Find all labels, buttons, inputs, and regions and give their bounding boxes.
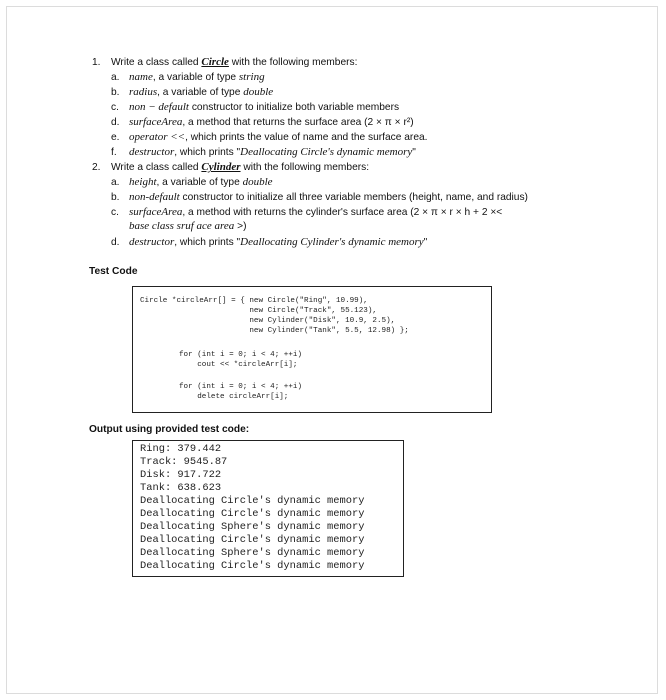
output-line: Deallocating Circle's dynamic memory	[140, 534, 365, 546]
code-line: new Cylinder("Disk", 10.9, 2.5),	[140, 317, 396, 325]
q2-item-d-text: , which prints "	[174, 237, 241, 248]
q2-item-c-term: surfaceArea	[129, 206, 183, 218]
q1-item-c-letter: c.	[111, 102, 119, 113]
q1-item-f-close: "	[412, 147, 416, 158]
q1-item-f-message: Deallocating Circle's dynamic memory	[240, 146, 413, 158]
q2-item-c-close: >)	[234, 221, 247, 232]
q1-item-b-term: radius	[129, 86, 158, 98]
circle-class-name: Circle	[201, 56, 229, 68]
question-1-prefix: Write a class called	[111, 57, 202, 68]
q1-item-a-type: string	[238, 71, 265, 83]
code-line: delete circleArr[i];	[179, 393, 289, 401]
q2-item-a-text: , a variable of type	[156, 177, 243, 188]
question-2-prefix: Write a class called	[111, 162, 202, 173]
q2-item-c-letter: c.	[111, 207, 119, 218]
q1-item-e-text: , which prints the value of name and the surface area.	[185, 132, 428, 143]
q1-item-e-term: operator <<	[129, 131, 186, 143]
q2-item-d-close: "	[423, 237, 428, 248]
q1-item-a-letter: a.	[111, 72, 120, 83]
q1-item-e-letter: e.	[111, 132, 120, 143]
output-line: Deallocating Sphere's dynamic memory	[140, 547, 365, 559]
q2-item-a-term: height	[129, 176, 157, 188]
test-code-heading: Test Code	[89, 266, 138, 277]
q2-item-d-term: destructor	[129, 236, 175, 248]
q1-item-a-term: name	[129, 71, 153, 83]
q1-item-d-term: surfaceArea	[129, 116, 183, 128]
q1-item-f-text: , which prints "	[174, 147, 241, 158]
output-line: Deallocating Circle's dynamic memory	[140, 495, 365, 507]
output-line: Deallocating Circle's dynamic memory	[140, 508, 365, 520]
output-line: Ring: 379.442	[140, 443, 222, 455]
code-line: cout << *circleArr[i];	[179, 361, 298, 369]
q1-item-d-letter: d.	[111, 117, 120, 128]
q2-item-c-text: , a method with returns the cylinder's surface area (2 × π × r × h + 2 ×<	[182, 207, 503, 218]
q1-item-f-term: destructor	[129, 146, 175, 158]
q2-item-b-text: constructor to initialize all three variable members (height, name, and radius)	[179, 192, 528, 203]
test-code-box	[132, 286, 492, 413]
q2-item-c-base-area: base class sruf ace area	[129, 220, 235, 232]
q2-item-b-term: non-default	[129, 191, 180, 203]
question-2-number: 2.	[92, 162, 101, 173]
question-1-suffix: with the following members:	[228, 57, 358, 68]
output-line: Deallocating Sphere's dynamic memory	[140, 521, 365, 533]
cylinder-class-name: Cylinder	[201, 161, 241, 173]
code-line: Circle *circleArr[] = { new Circle("Ring", 10.99),	[140, 297, 368, 305]
question-2-suffix: with the following members:	[240, 162, 370, 173]
q1-item-b-text: , a variable of type	[157, 87, 244, 98]
code-line: for (int i = 0; i < 4; ++i)	[179, 351, 303, 359]
code-line: new Cylinder("Tank", 5.5, 12.98) };	[140, 327, 409, 335]
output-line: Disk: 917.722	[140, 469, 222, 481]
q2-item-d-message: Deallocating Cylinder's dynamic memory	[240, 236, 424, 248]
q1-item-b-letter: b.	[111, 87, 120, 98]
q1-item-c-text: constructor to initialize both variable members	[188, 102, 400, 113]
question-1-number: 1.	[92, 57, 101, 68]
q2-item-a-type: double	[242, 176, 273, 188]
q1-item-f-letter: f.	[111, 147, 117, 158]
q1-item-c-term: non − default	[129, 101, 189, 113]
output-box	[132, 440, 404, 577]
code-line: new Circle("Track", 55.123),	[140, 307, 377, 315]
q1-item-a-text: , a variable of type	[152, 72, 239, 83]
output-line: Deallocating Circle's dynamic memory	[140, 560, 365, 572]
q1-item-d-text: , a method that returns the surface area (2 × π × r²)	[182, 117, 414, 128]
q2-item-d-letter: d.	[111, 237, 120, 248]
output-line: Track: 9545.87	[140, 456, 228, 468]
q2-item-a-letter: a.	[111, 177, 120, 188]
output-line: Tank: 638.623	[140, 482, 222, 494]
document-page	[6, 6, 658, 694]
q2-item-b-letter: b.	[111, 192, 120, 203]
output-heading: Output using provided test code:	[89, 424, 250, 435]
document-content	[7, 7, 657, 693]
code-line: for (int i = 0; i < 4; ++i)	[179, 383, 303, 391]
q1-item-b-type: double	[243, 86, 274, 98]
